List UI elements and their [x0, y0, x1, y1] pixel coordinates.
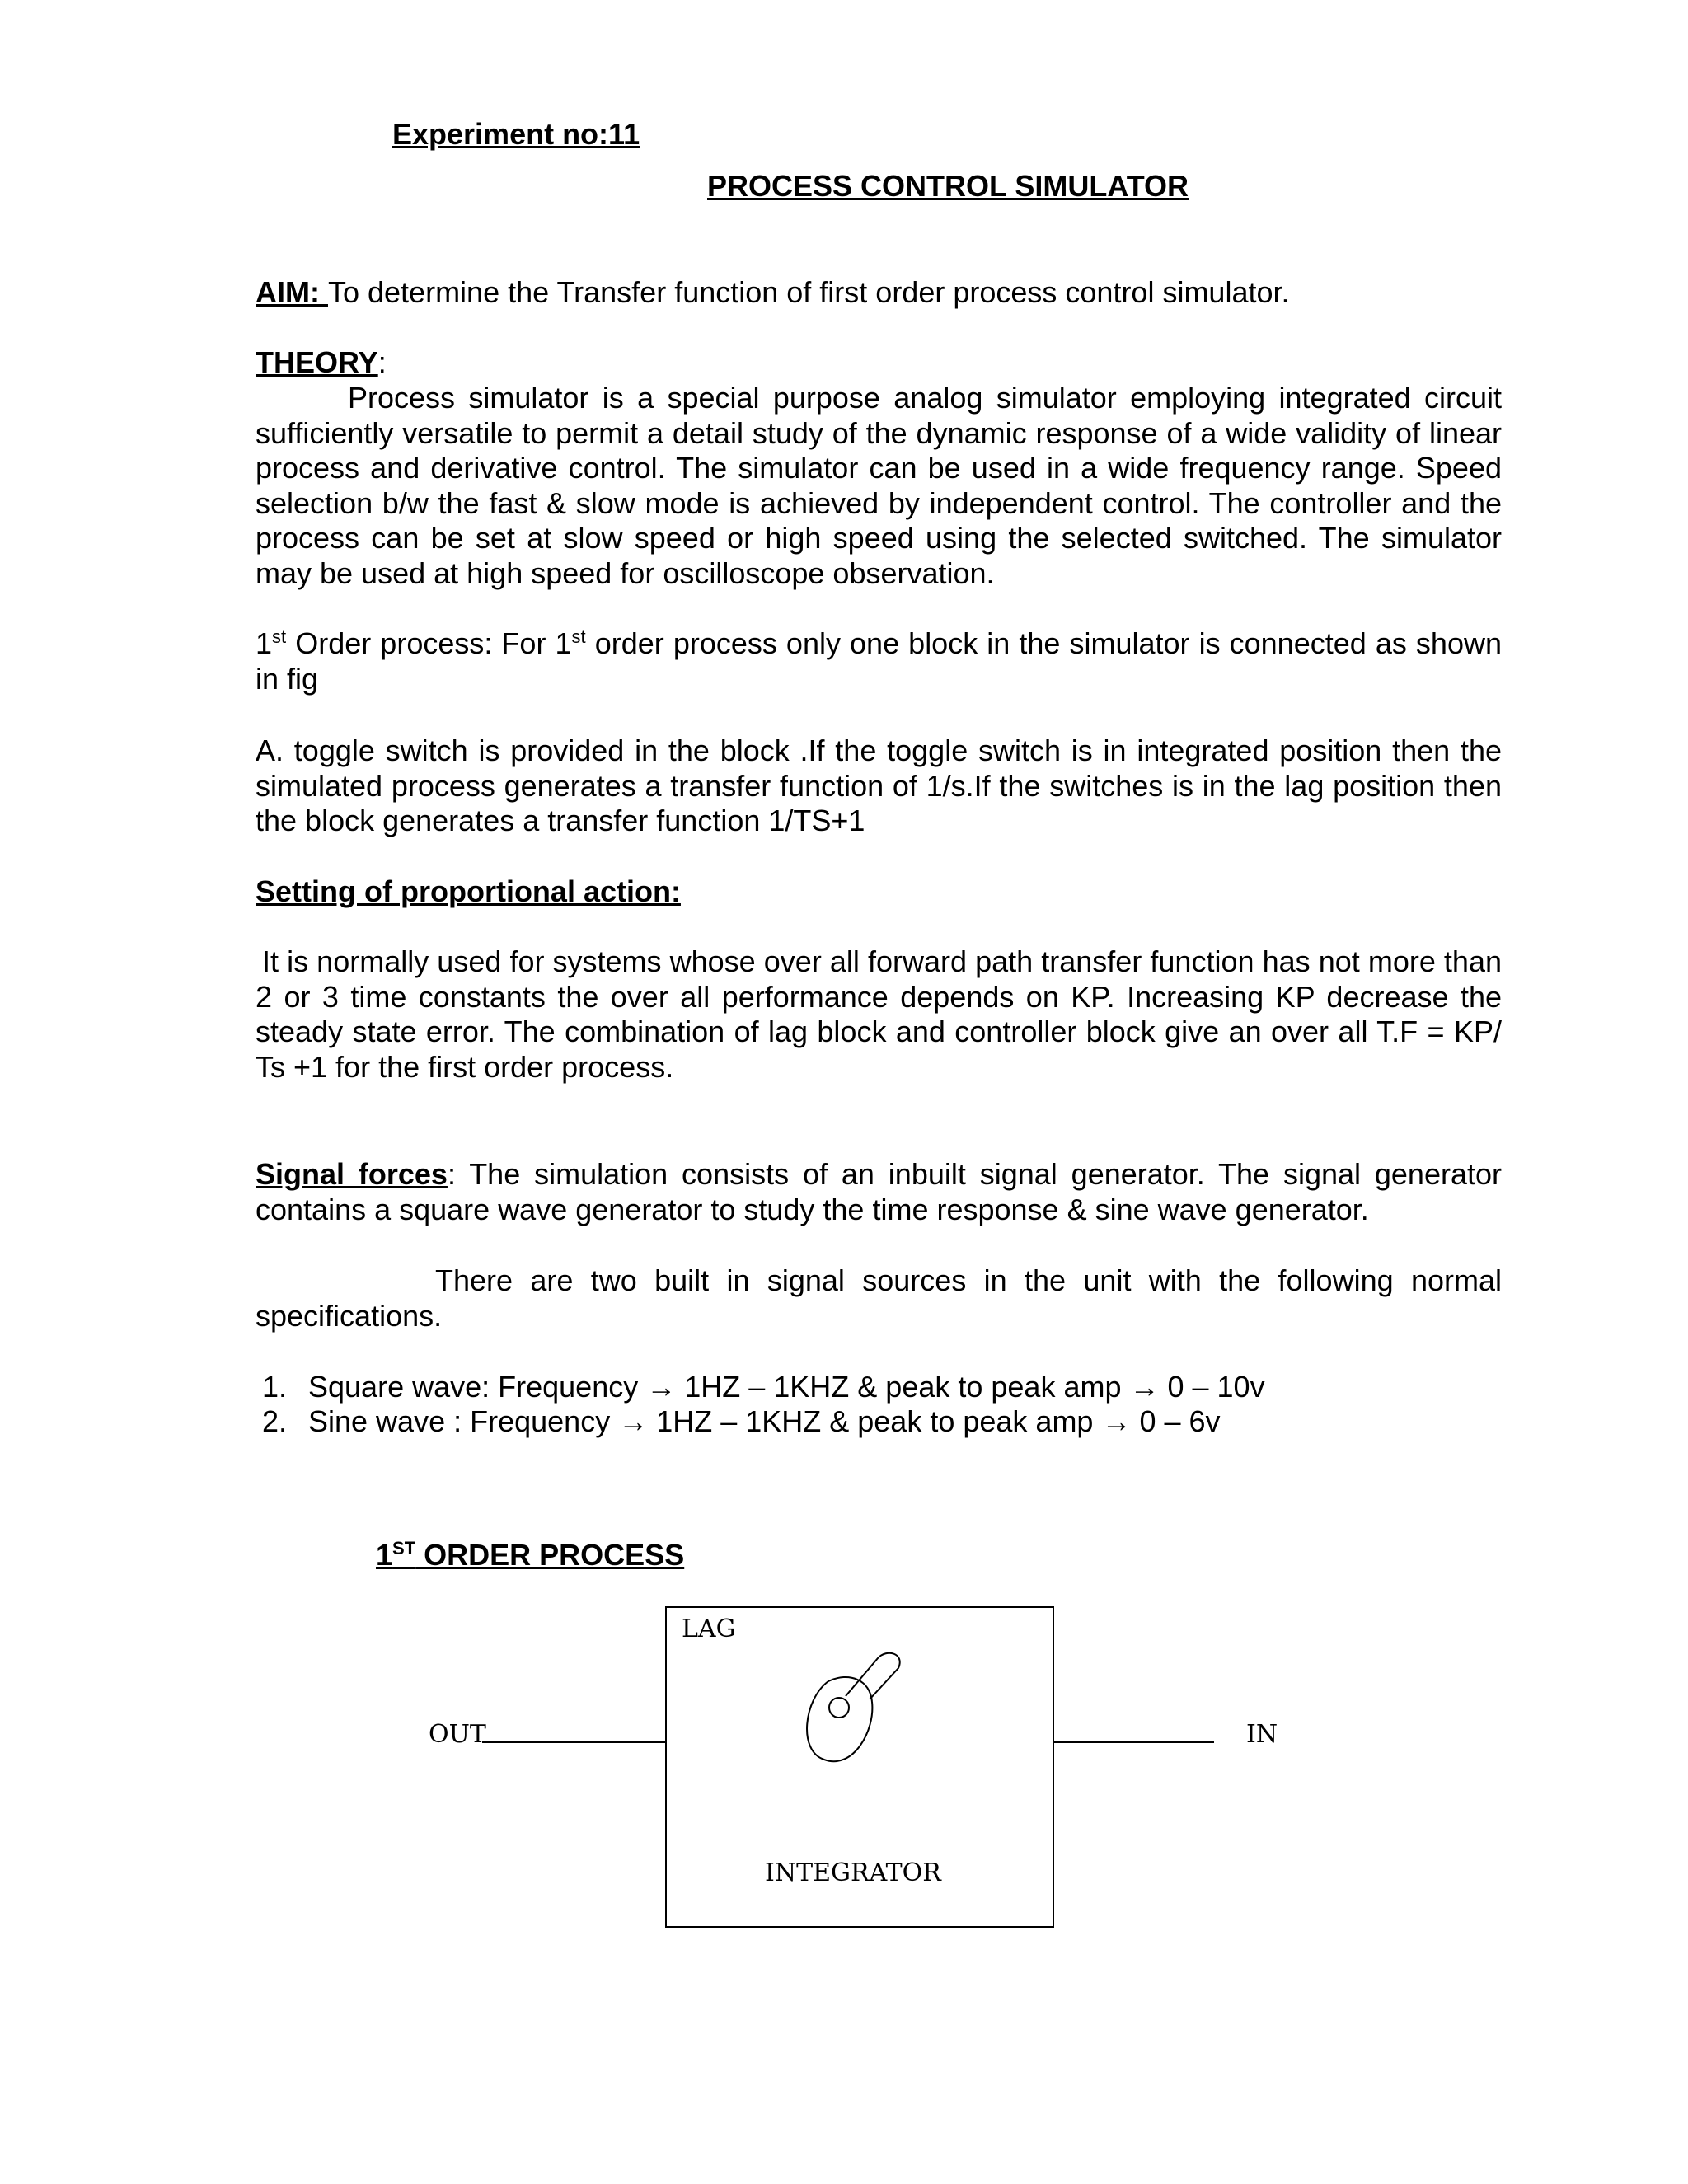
first-order-text-b: order process only one block in the simulator is connected as shown in fig — [256, 626, 1502, 696]
spec-text: Square wave: Frequency → 1HZ – 1KHZ & peak to peak amp → 0 – 10v — [308, 1370, 1265, 1404]
figure-title-rest: ORDER PROCESS — [415, 1538, 685, 1572]
spec-number: 1. — [262, 1370, 288, 1404]
out-label: OUT — [429, 1720, 486, 1749]
theory-colon: : — [377, 345, 387, 379]
first-order-one: 1 — [256, 626, 273, 660]
block-top-label: LAG — [682, 1615, 736, 1643]
toggle-switch-icon — [807, 1653, 900, 1761]
spec-text: Sine wave : Frequency → 1HZ – 1KHZ & peak to peak amp → 0 – 6v — [308, 1404, 1221, 1438]
signal-label: Signal forces — [256, 1157, 448, 1191]
toggle-paragraph: A. toggle switch is provided in the block .If the toggle switch is in integrated position then the simulated process generates a transfer function of 1/s.If the switches is in the lag position then the block generates a transfer function 1/TS+1 — [256, 733, 1502, 838]
aim-text: To determine the Transfer function of first order process control simulator. — [327, 275, 1290, 309]
proportional-label: Setting of proportional action: — [256, 874, 681, 908]
experiment-number: Experiment no:11 — [392, 117, 640, 151]
block-bottom-label: INTEGRATOR — [765, 1858, 941, 1887]
signal-text: The simulation consists of an inbuilt signal generator. The signal generator contains a square wave generator to study the time response & sine wave generator. — [256, 1157, 1502, 1226]
first-order-text-a: Order process: For 1 — [286, 626, 572, 660]
in-label: IN — [1246, 1720, 1278, 1749]
theory-label: THEORY — [256, 345, 378, 379]
page-title: PROCESS CONTROL SIMULATOR — [707, 169, 1189, 203]
first-order-sup-a: st — [272, 626, 287, 647]
sources-paragraph: There are two built in signal sources in the unit with the following normal specifications. — [256, 1263, 1502, 1333]
spec-number: 2. — [262, 1404, 288, 1438]
signal-colon: : — [447, 1157, 456, 1191]
proportional-paragraph: It is normally used for systems whose over all forward path transfer function has not more than 2 or 3 time constants the over all performance depends on KP. Increasing KP decrease the steady state error. The combination of lag block and controller block give an over all T.F = KP/ Ts +1 for the first order process. — [256, 944, 1502, 1084]
figure-title-one: 1 — [376, 1538, 393, 1572]
aim-label: AIM: — [256, 275, 328, 309]
figure-title-sup: ST — [392, 1538, 416, 1558]
first-order-sup-b: st — [571, 626, 586, 647]
theory-paragraph: Process simulator is a special purpose analog simulator employing integrated circuit sufficiently versatile to permit a detail study of the dynamic response of a wide validity of linear process and derivative control. The simulator can be used in a wide frequency range. Speed selection b/w the fast & slow mode is achieved by independent control. The controller and the process can be set at slow speed or high speed using the selected switched. The simulator may be used at high speed for oscilloscope observation. — [256, 381, 1502, 590]
